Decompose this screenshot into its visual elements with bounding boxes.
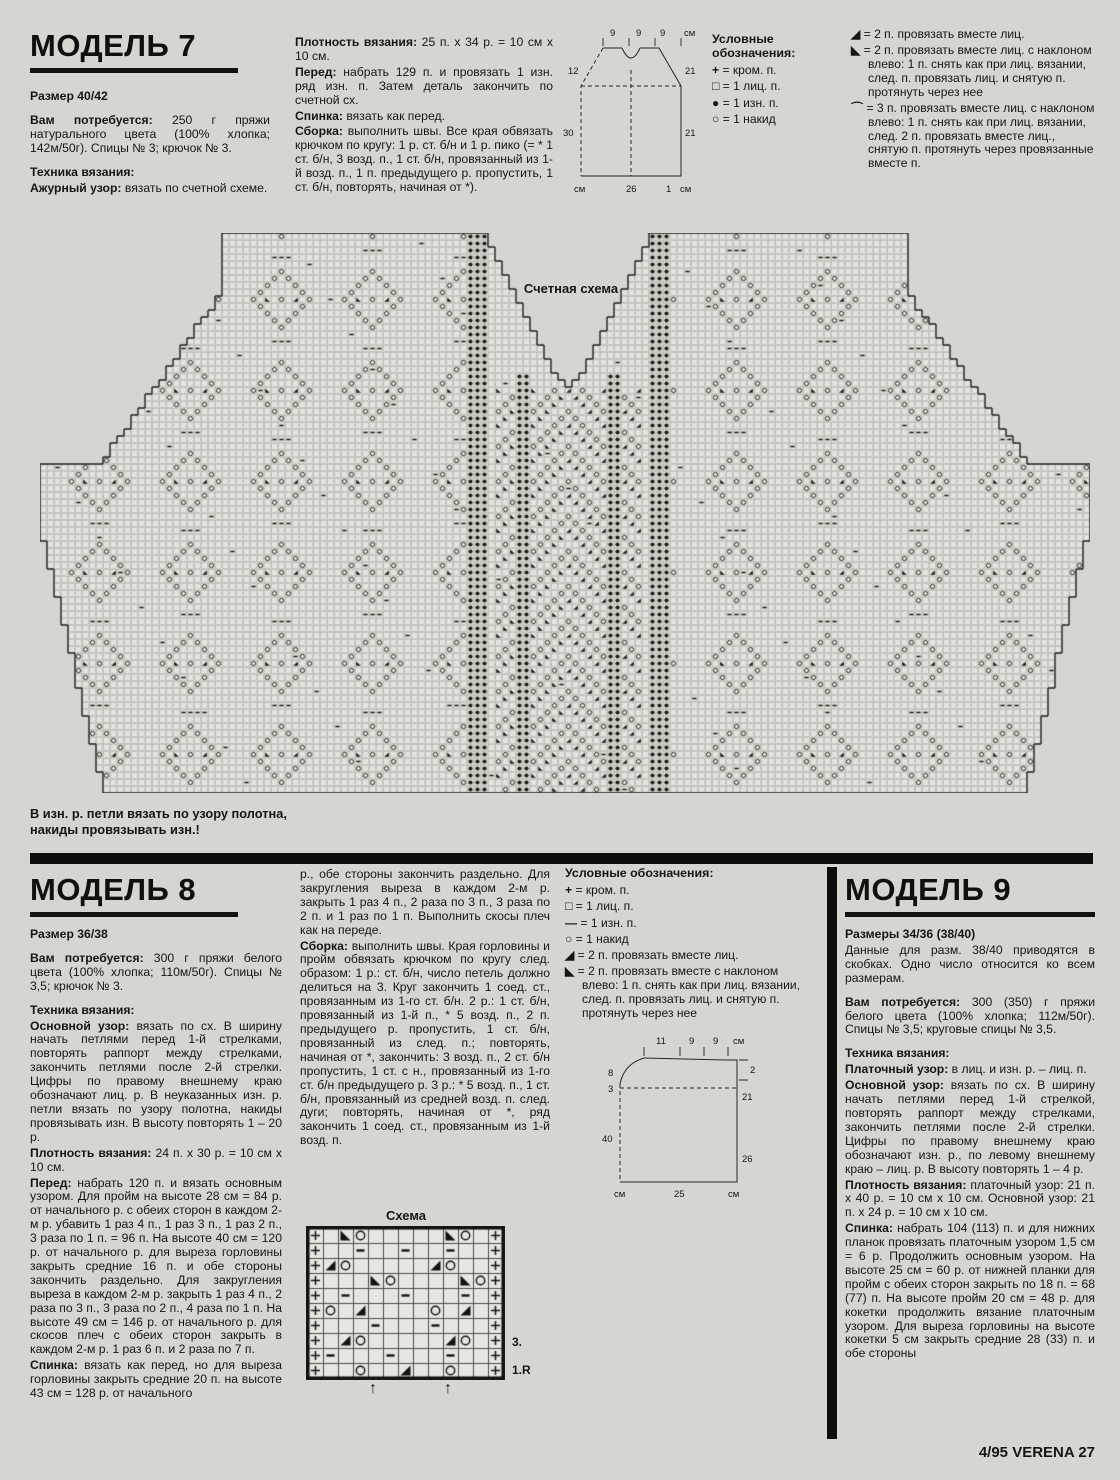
schematic-measure: 21 — [685, 128, 696, 139]
scheme8-row-label: 3. — [512, 1335, 523, 1349]
schematic-measure: 9 — [636, 28, 642, 39]
schematic-measure: 25 — [674, 1189, 685, 1200]
model8-title-rule — [30, 912, 238, 917]
legend-item: □ = 1 лиц. п. — [712, 79, 781, 94]
model7-garment-schematic — [556, 24, 706, 204]
model7-column-1 — [30, 88, 270, 195]
scheme8-row-label: 1.R — [512, 1363, 531, 1377]
legend-item: + = кром. п. — [712, 63, 777, 77]
schematic-measure: 40 — [602, 1134, 613, 1145]
repeat-arrow: ↑ — [369, 1380, 377, 1397]
schematic-measure: 11 — [656, 1036, 666, 1047]
paragraph: Перед: набрать 120 п. и вязать основным узором. Для пройм на высоте 28 см = 84 р. от начального р. с обеих сторон в каждом 2-м р. убавить 1 раз 4 п., 1 раз 3 п., 1 раз 2 п., 3 раза по 1 п. = 96 п. На высоте 40 см = 120 р. от начального р. для выреза горловины закрыть средние 16 п. и обе стороны закончить раздельно. Для закругления выреза в каждом 2-м р. закрыть 1 раз 4 п., 2 раза по 3 п., 3 раза по 2 п., 4 раза по 1 п. На высоте 49 см = 146 р. от начального р. для скосов плеч с обеих сторон закрыть в каждом 2-м р. 1 раз 6 п. и 2 раза по 7 п. — [30, 1175, 282, 1357]
schematic-measure: 30 — [563, 128, 574, 139]
model7-legend-right — [851, 28, 1097, 173]
schematic-measure: см — [680, 184, 692, 195]
schematic-measure: см — [733, 1036, 745, 1047]
section-divider — [30, 853, 1093, 864]
model8-title: МОДЕЛЬ 8 — [30, 872, 197, 907]
legend-item: + = кром. п. — [565, 883, 630, 897]
legend-item: ⌒ = 3 п. провязать вместе лиц. с наклоном влево: 1 п. снять как при лиц. вязании, след. 2 п. провязать вместе лиц., снятую п. протянуть через провязанные вместе п. — [851, 100, 1095, 171]
model7-title-rule — [30, 68, 238, 73]
stitch-symbol-icon: ◣ — [565, 964, 575, 979]
paragraph: Плотность вязания: 25 п. x 34 р. = 10 см x 10 см. — [295, 35, 553, 63]
paragraph: Вам потребуется: 300 г пряжи белого цвета (100% хлопка; 110м/50г). Спицы № 3,5; крючок № 3. — [30, 950, 282, 993]
legend-item: ◣ = 2 п. провязать вместе лиц. с наклоном влево: 1 п. снять как при лиц. вязании, след. п. провязать лиц. и снятую п. протянуть через нее — [851, 43, 1092, 99]
schematic-measure: см — [728, 1189, 740, 1200]
page-footer: 4/95 VERENA 27 — [978, 1444, 1095, 1461]
stitch-symbol-icon: □ — [712, 79, 720, 94]
legend-item: — = 1 изн. п. — [565, 915, 637, 930]
paragraph: Техника вязания: — [845, 1046, 950, 1061]
stitch-symbol-icon: ◣ — [851, 43, 861, 58]
legend-item: ◢ = 2 п. провязать вместе лиц. — [565, 948, 739, 963]
column-divider — [827, 867, 837, 1439]
paragraph: Техника вязания: — [30, 164, 135, 179]
schematic-measure: 9 — [713, 1036, 719, 1047]
model8-column-2 — [300, 866, 550, 1206]
schematic-measure: 2 — [750, 1065, 756, 1076]
stitch-symbol-icon: + — [565, 883, 573, 897]
stitch-symbol-icon: ○ — [712, 111, 720, 126]
legend-title: Условные обозначения: — [565, 866, 714, 880]
schematic-measure: 1 — [666, 184, 672, 195]
schematic-measure: 21 — [685, 66, 696, 77]
schematic-measure: 12 — [568, 66, 579, 77]
main-chart-label: Счетная схема — [523, 281, 619, 296]
paragraph: Плотность вязания: платочный узор: 21 п. x 40 р. = 10 см x 10 см. Основной узор: 21 п. x 24 р. = 10 см x 10 см. — [845, 1177, 1095, 1220]
paragraph: Спинка: вязать как перед, но для выреза горловины закрыть средние 20 п. на высоте 43 см = 128 р. от начального — [30, 1358, 282, 1401]
repeat-arrow: ↑ — [444, 1380, 452, 1397]
paragraph: Вам потребуется: 300 (350) г пряжи белого цвета (100% хлопка; 112м/50г). Спицы № 3,5; круговые спицы № 3,5. — [845, 994, 1095, 1037]
schematic-measure: 26 — [742, 1154, 753, 1165]
schematic-measure: см — [614, 1189, 626, 1200]
model7-legend — [712, 32, 844, 129]
paragraph: Плотность вязания: 24 п. x 30 р. = 10 см x 10 см. — [30, 1145, 282, 1174]
paragraph: Вам потребуется: 250 г пряжи натурального цвета (100% хлопка; 142м/50г). Спицы № 3; крючок № 3. — [30, 112, 270, 155]
model7-title: МОДЕЛЬ 7 — [30, 28, 197, 63]
paragraph: р., обе стороны закончить раздельно. Для закругления выреза в каждом 2-м р. закрыть 1 раз 4 п., 2 раза по 3 п., 3 раза по 2 п. и 1 раз по 1 п. Выполнить скосы плеч как на переде. — [300, 867, 550, 937]
legend-item: ◢ = 2 п. провязать вместе лиц. — [851, 27, 1025, 41]
legend-item: ◣ = 2 п. провязать вместе с наклоном влево: 1 п. снять как при лиц. вязании, след. п. провязать лиц. и снятую п. протянуть через нее — [565, 964, 800, 1020]
scheme8-label: Схема — [385, 1208, 427, 1223]
stitch-symbol-icon: □ — [565, 899, 573, 914]
model8-column-1 — [30, 926, 282, 1448]
legend-item: □ = 1 лиц. п. — [565, 899, 634, 914]
legend-list — [565, 884, 815, 1021]
paragraph: Ажурный узор: вязать по счетной схеме. — [30, 180, 268, 195]
legend-item: ○ = 1 накид — [565, 931, 629, 946]
model8-garment-schematic — [592, 1030, 762, 1210]
legend-item: ● = 1 изн. п. — [712, 95, 779, 110]
paragraph: Спинка: вязать как перед. — [295, 108, 445, 123]
stitch-symbol-icon: + — [712, 63, 720, 77]
stitch-symbol-icon: ⌒ — [851, 100, 864, 115]
paragraph: Размер 40/42 — [30, 89, 108, 103]
paragraph: Платочный узор: в лиц. и изн. р. – лиц. п. — [845, 1062, 1087, 1077]
paragraph: Данные для разм. 38/40 приводятся в скобках. Одно число относится ко всем размерам. — [845, 942, 1095, 985]
schematic-measure: 3 — [608, 1084, 614, 1095]
stitch-symbol-icon: — — [565, 915, 578, 930]
chart-note: В изн. р. петли вязать по узору полотна, накиды провязывать изн.! — [30, 806, 287, 837]
paragraph: Размер 36/38 — [30, 927, 108, 941]
paragraph: Сборка: выполнить швы. Края горловины и пройм обвязать крючком по кругу след. образом: 1 р.: ст. б/н, число петель должно делиться на 3. Круг закончить 1 соед. ст., провязанным из 1-го ст. б/н. 2 р.: 1 ст. б/н, провязанный из 1-й п., * 5 возд. п., 2 п. предыдущего р. пропустить, 1 ст. б/н, провязанный из след. п.; повторять, начиная от *, закончить: 3 возд. п., 2 ст. б/н пропустить, 1 ст. с н., провязанный из 1-го ст. б/н предыдущего р. 3 р.: * 5 возд. п., 1 ст. б/н, провязанный из средней возд. п. след. дуги; повторять, начиная от *, ряд закончить 1 соед. ст., провязанным из 1-й возд. п. — [300, 938, 550, 1148]
model9-title: МОДЕЛЬ 9 — [845, 872, 1012, 907]
stitch-symbol-icon: ◢ — [565, 948, 575, 963]
schematic-measure: 9 — [660, 28, 666, 39]
paragraph: Сборка: выполнить швы. Все края обвязать крючком по кругу: 1 р. ст. б/н и 1 р. пико (= * 1 ст. б/н, 3 возд. п., 1 ст. б/н, провязанный из 1-й возд. п., 1 п. предыдущего р. пропустить, 1 ст. б/н, повторять, начиная от *). — [295, 124, 553, 195]
stitch-symbol-icon: ◢ — [851, 27, 861, 41]
schematic-measure: 9 — [689, 1036, 695, 1047]
stitch-symbol-icon: ○ — [565, 931, 573, 946]
schematic-measure: 21 — [742, 1092, 753, 1103]
paragraph: Спинка: набрать 104 (113) п. и для нижних планок провязать платочным узором 1,5 см = 6 р. Продолжить основным узором. На высоте 25 см = 60 р. от нижней планки для пройм с обеих сторон закрыть по 18 п. = 68 (77) п. На высоте пройм 20 см = 48 р. для кокетки продолжить вязание платочным узором. Для выреза горловины на высоте кокетки 5 см закрыть средние 28 (33) п. и обе стороны — [845, 1221, 1095, 1361]
schematic-measure: см — [574, 184, 586, 195]
legend-item: ○ = 1 накид — [712, 111, 776, 126]
model7-column-2 — [295, 34, 553, 195]
paragraph: Основной узор: вязать по сх. В ширину начать петлями перед 1-й стрелкой, повторять раппорт между стрелками, закончить петлями после 2-й стрелки. Цифры по правому внешнему краю обозначают изн. р., по левому внешнему краю – лиц. р. В высоту повторять 1 – 4 р. — [845, 1078, 1095, 1176]
model8-legend — [565, 866, 815, 1023]
legend-list — [712, 64, 844, 127]
schematic-measure: 8 — [608, 1068, 614, 1079]
paragraph: Размеры 34/36 (38/40) — [845, 927, 976, 941]
paragraph: Техника вязания: — [30, 1002, 135, 1017]
schematic-measure: 9 — [610, 28, 616, 39]
paragraph: Перед: набрать 129 п. и провязать 1 изн. ряд изн. п. Затем деталь закончить по счетной сх. — [295, 64, 553, 107]
main-knitting-chart — [40, 233, 1090, 793]
model9-column-1 — [845, 926, 1095, 1438]
schematic-measure: см — [684, 28, 696, 39]
legend-title: Условные обозначения: — [712, 32, 796, 60]
model9-title-rule — [845, 912, 1095, 917]
stitch-symbol-icon: ● — [712, 95, 720, 110]
scheme8-chart — [306, 1226, 505, 1380]
paragraph: Основной узор: вязать по сх. В ширину начать петлями перед 1-й стрелками, повторять раппорт между стрелками, закончить петлями после 2-й стрелки. Цифры по правому внешнему краю обозначают лиц. р. В неуказанных изн. р. петли вязать по узору полотна, накиды провязывать изн. В высоту повторять 1 – 20 р. — [30, 1018, 282, 1144]
schematic-measure: 26 — [626, 184, 637, 195]
